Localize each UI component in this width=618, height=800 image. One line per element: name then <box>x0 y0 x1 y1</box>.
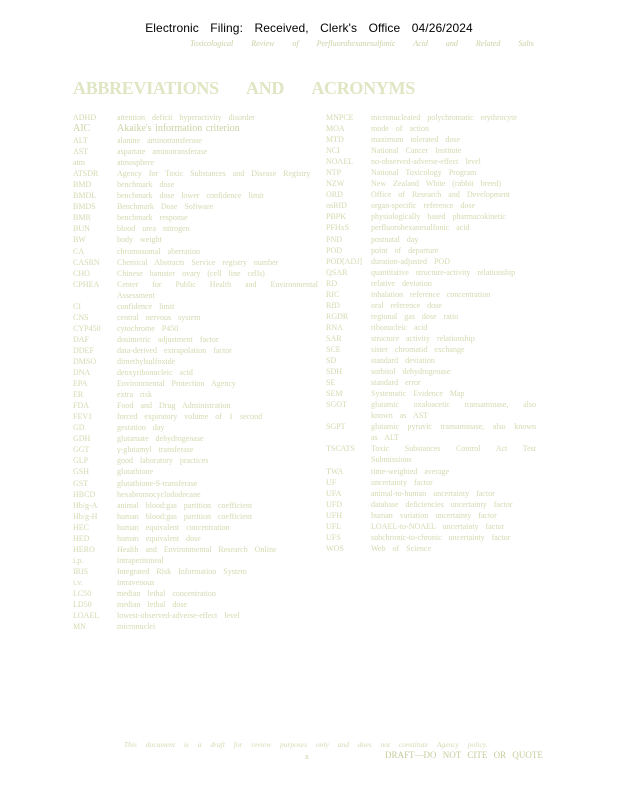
abbreviation-row <box>326 189 536 200</box>
abbreviation-definition: alanine aminotransferase <box>117 136 202 146</box>
abbreviation-definition: standard error <box>371 378 421 388</box>
running-header: Toxicological Review of Perfluorohexanesulfonic Acid and Related Salts <box>190 39 534 48</box>
abbreviation-definition: confidence limit <box>117 301 175 311</box>
abbreviation-definition: duration-adjusted POD <box>371 256 450 266</box>
abbreviation-row <box>73 599 318 610</box>
abbreviation-row <box>326 510 536 521</box>
abbreviation-term: BMDS <box>73 202 96 212</box>
abbreviation-row <box>326 543 536 554</box>
abbreviation-term: atm <box>73 158 85 168</box>
abbreviation-definition: maximum tolerated dose <box>371 135 461 145</box>
draft-disclaimer: This document is a draft for review purposes only and does not constitute Agency policy. <box>124 740 488 749</box>
abbreviation-term: SAR <box>326 333 342 343</box>
abbreviation-term: CA <box>73 246 85 256</box>
abbreviation-term: LD50 <box>73 600 92 610</box>
abbreviation-row <box>326 532 536 543</box>
abbreviation-term: GLP <box>73 456 89 466</box>
abbreviation-row <box>326 123 536 134</box>
abbreviation-row <box>73 466 318 477</box>
abbreviation-row <box>73 577 318 588</box>
abbreviation-definition: hexabromocyclododecane <box>117 489 201 499</box>
abbreviation-row <box>73 268 318 279</box>
abbreviation-definition: animal-to-human uncertainty factor <box>371 488 495 498</box>
abbreviation-row <box>73 257 318 268</box>
abbreviation-term: HBCD <box>73 489 96 499</box>
abbreviation-row <box>326 466 536 477</box>
abbreviation-term: MOA <box>326 124 345 134</box>
abbreviation-definition: ribonucleic acid <box>371 322 428 332</box>
abbreviation-row <box>73 544 318 555</box>
abbreviation-definition: organ-specific reference dose <box>371 201 476 211</box>
abbreviation-term: ORD <box>326 190 343 200</box>
abbreviation-term: GGT <box>73 445 90 455</box>
abbreviation-definition: Food and Drug Administration <box>117 401 231 411</box>
abbreviation-row <box>73 190 318 201</box>
abbreviation-definition: central nervous system <box>117 312 201 322</box>
abbreviation-row <box>326 112 536 123</box>
abbreviation-row <box>73 212 318 223</box>
abbreviation-term: RGDR <box>326 311 349 321</box>
abbreviation-definition: micronucleated polychromatic erythrocyte <box>371 113 517 122</box>
abbreviation-term: DDEF <box>73 345 94 355</box>
abbreviation-definition: Akaike's information criterion <box>117 123 240 135</box>
abbreviation-row <box>326 200 536 211</box>
abbreviation-definition: sister chromatid exchange <box>371 344 465 354</box>
abbreviation-definition: human variation uncertainty factor <box>371 510 497 520</box>
abbreviation-row <box>73 312 318 323</box>
abbreviation-row <box>326 322 536 333</box>
abbreviation-row <box>326 443 536 465</box>
abbreviation-definition: Web of Science <box>371 543 431 553</box>
abbreviation-term: FDA <box>73 401 90 411</box>
abbreviation-row <box>73 566 318 577</box>
abbreviation-term: EPA <box>73 379 88 389</box>
abbreviation-term: CNS <box>73 312 89 322</box>
abbreviation-term: AST <box>73 147 89 157</box>
abbreviation-term: SCE <box>326 344 341 354</box>
abbreviation-row <box>326 421 536 443</box>
abbreviation-row <box>326 311 536 322</box>
abbreviation-term: Hb/g-A <box>73 500 98 510</box>
abbreviation-term: FEV1 <box>73 412 93 422</box>
abbreviation-row <box>326 245 536 256</box>
abbreviation-term: BW <box>73 235 86 245</box>
abbreviation-term: PND <box>326 234 343 244</box>
abbreviation-row <box>326 267 536 278</box>
abbreviation-term: GD <box>73 423 85 433</box>
abbreviation-term: AIC <box>73 123 91 135</box>
abbreviation-definition: glutamic pyruvic transaminase, also known as ALT <box>371 422 536 443</box>
abbreviation-row <box>73 179 318 190</box>
abbreviation-definition: regional gas dose ratio <box>371 311 459 321</box>
abbreviation-term: Hb/g-H <box>73 511 98 521</box>
abbreviation-row <box>326 488 536 499</box>
abbreviation-row <box>73 489 318 500</box>
abbreviation-row <box>73 478 318 489</box>
abbreviation-term: GDH <box>73 434 91 444</box>
abbreviation-definition: Chinese hamster ovary (cell line cells) <box>117 268 265 278</box>
abbreviation-row <box>326 167 536 178</box>
abbreviation-definition: Toxic Substances Control Act Test Submissions <box>371 444 536 465</box>
abbreviation-row <box>73 123 318 135</box>
abbreviation-definition: National Cancer Institute <box>371 146 462 156</box>
abbreviation-term: BMD <box>73 180 92 190</box>
abbreviation-definition: glutathione-S-transferase <box>117 478 198 488</box>
abbreviation-row <box>73 389 318 400</box>
abbreviation-row <box>73 356 318 367</box>
abbreviation-term: POD <box>326 245 343 255</box>
abbreviation-term: MN <box>73 622 86 632</box>
abbreviation-term: DAF <box>73 334 90 344</box>
abbreviation-row <box>73 588 318 599</box>
abbreviation-term: HERO <box>73 544 95 554</box>
abbreviation-term: QSAR <box>326 267 348 277</box>
abbreviation-row <box>326 134 536 145</box>
abbreviation-definition: no-observed-adverse-effect level <box>371 157 481 167</box>
abbreviation-definition: time-weighted average <box>371 466 450 476</box>
abbreviation-row <box>326 178 536 189</box>
abbreviation-term: CHO <box>73 268 90 278</box>
abbreviation-row <box>326 211 536 222</box>
abbreviation-row <box>326 156 536 167</box>
abbreviation-term: SGOT <box>326 400 347 410</box>
abbreviation-term: MTD <box>326 135 344 145</box>
abbreviation-term: BMDL <box>73 191 97 201</box>
abbreviation-definition: blood urea nitrogen <box>117 224 190 234</box>
abbreviation-definition: benchmark dose lower confidence limit <box>117 191 264 201</box>
abbreviation-definition: Center for Public Health and Environmental Assessment <box>117 279 318 300</box>
abbreviation-row <box>326 377 536 388</box>
abbreviation-row <box>326 355 536 366</box>
abbreviation-definition: extra risk <box>117 390 152 400</box>
abbreviation-definition: LOAEL-to-NOAEL uncertainty factor <box>371 521 505 531</box>
abbreviation-definition: Systematic Evidence Map <box>371 389 465 399</box>
abbreviation-definition: quantitative structure-activity relationship <box>371 267 516 277</box>
abbreviation-term: CASRN <box>73 257 100 267</box>
abbreviation-term: RNA <box>326 322 343 332</box>
abbreviation-definition: data-derived extrapolation factor <box>117 345 232 355</box>
abbreviation-term: RfC <box>326 289 340 299</box>
abbreviation-row <box>326 333 536 344</box>
abbreviation-definition: subchronic-to-chronic uncertainty factor <box>371 532 511 542</box>
abbreviation-definition: benchmark response <box>117 213 188 223</box>
abbreviation-definition: deoxyribonucleic acid <box>117 368 193 378</box>
abbreviation-definition: postnatal day <box>371 234 419 244</box>
abbreviation-row <box>73 433 318 444</box>
abbreviation-row <box>326 145 536 156</box>
abbreviation-definition: atmosphere <box>117 158 154 168</box>
abbreviation-term: BMR <box>73 213 91 223</box>
abbreviation-term: DMSO <box>73 356 97 366</box>
abbreviation-definition: aspartate aminotransferase <box>117 147 208 157</box>
abbreviation-term: PFHxS <box>326 223 350 233</box>
abbreviation-definition: gestation day <box>117 423 165 433</box>
abbreviation-term: osRfD <box>326 201 347 211</box>
abbreviation-definition: National Toxicology Program <box>371 168 477 178</box>
abbreviation-definition: benchmark dose <box>117 180 175 190</box>
page-number: x <box>305 752 309 761</box>
abbreviation-definition: relative deviation <box>371 278 432 288</box>
abbreviation-term: PBPK <box>326 212 347 222</box>
abbreviation-definition: human blood:gas partition coefficient <box>117 511 253 521</box>
left-abbreviation-column <box>73 112 318 632</box>
abbreviation-definition: dimethylsulfoxide <box>117 356 176 366</box>
abbreviation-definition: inhalation reference concentration <box>371 289 491 299</box>
abbreviation-term: UFL <box>326 521 342 531</box>
abbreviation-term: ALT <box>73 136 88 146</box>
abbreviation-term: SD <box>326 356 337 366</box>
abbreviation-row <box>73 146 318 157</box>
abbreviation-term: HED <box>73 533 90 543</box>
abbreviation-row <box>326 234 536 245</box>
abbreviation-row <box>73 511 318 522</box>
abbreviation-term: RD <box>326 278 338 288</box>
abbreviation-definition: Environmental Protection Agency <box>117 379 236 389</box>
abbreviation-definition: Integrated Risk Information System <box>117 566 247 576</box>
abbreviation-row <box>73 279 318 301</box>
draft-notice: DRAFT—DO NOT CITE OR QUOTE <box>385 750 543 760</box>
filing-stamp: Electronic Filing: Received, Clerk's Office 04/26/2024 <box>145 21 473 35</box>
abbreviation-row <box>326 289 536 300</box>
abbreviation-row <box>73 201 318 212</box>
abbreviation-row <box>73 610 318 621</box>
abbreviation-row <box>73 455 318 466</box>
abbreviation-row <box>73 135 318 146</box>
abbreviation-term: CYP450 <box>73 323 101 333</box>
abbreviation-definition: chromosomal aberration <box>117 246 200 256</box>
abbreviation-definition: forced expiratory volume of 1 second <box>117 412 263 422</box>
abbreviation-row <box>73 112 318 123</box>
abbreviation-definition: physiologically based pharmacokinetic <box>371 212 506 222</box>
abbreviation-row <box>73 411 318 422</box>
abbreviation-term: UFS <box>326 532 341 542</box>
abbreviation-row <box>73 621 318 632</box>
abbreviation-definition: median lethal dose <box>117 600 187 610</box>
abbreviation-definition: database deficiencies uncertainty factor <box>371 499 513 509</box>
abbreviation-term: i.v. <box>73 577 83 587</box>
abbreviation-term: CI <box>73 301 81 311</box>
abbreviation-term: WOS <box>326 543 344 553</box>
abbreviation-term: NTP <box>326 168 342 178</box>
abbreviation-definition: micronuclei <box>117 622 156 632</box>
abbreviation-definition: dosimetric adjustment factor <box>117 334 219 344</box>
abbreviation-row <box>73 444 318 455</box>
abbreviation-term: LOAEL <box>73 611 100 621</box>
abbreviation-definition: mode of action <box>371 124 429 134</box>
abbreviation-term: HEC <box>73 522 89 532</box>
abbreviation-row <box>73 234 318 245</box>
abbreviation-definition: animal blood:gas partition coefficient <box>117 500 253 510</box>
abbreviation-definition: point of departure <box>371 245 439 255</box>
abbreviation-term: BUN <box>73 224 90 234</box>
abbreviation-definition: Benchmark Dose Software <box>117 202 214 212</box>
abbreviation-row <box>73 246 318 257</box>
abbreviation-term: SE <box>326 378 336 388</box>
abbreviation-definition: intravenous <box>117 577 155 587</box>
abbreviation-definition: Office of Research and Development <box>371 190 510 200</box>
abbreviation-term: UFH <box>326 510 343 520</box>
abbreviation-row <box>73 168 318 179</box>
abbreviation-row <box>73 301 318 312</box>
abbreviation-term: SGPT <box>326 422 346 432</box>
abbreviation-row <box>73 522 318 533</box>
abbreviation-term: NOAEL <box>326 157 354 167</box>
abbreviation-definition: glutamic oxaloacetic transaminase, also known as AST <box>371 400 536 421</box>
abbreviation-row <box>73 533 318 544</box>
abbreviation-term: TSCATS <box>326 444 355 454</box>
abbreviation-term: RfD <box>326 300 340 310</box>
abbreviation-definition: γ-glutamyl transferase <box>117 445 194 455</box>
abbreviation-term: NCI <box>326 146 340 156</box>
abbreviation-row <box>326 300 536 311</box>
abbreviation-row <box>326 278 536 289</box>
abbreviation-row <box>73 400 318 411</box>
abbreviation-row <box>73 500 318 511</box>
abbreviation-term: ATSDR <box>73 169 99 179</box>
abbreviation-row <box>73 223 318 234</box>
abbreviation-row <box>326 344 536 355</box>
abbreviation-definition: lowest-observed-adverse-effect level <box>117 611 240 621</box>
abbreviation-definition: uncertainty factor <box>371 477 433 487</box>
abbreviation-term: IRIS <box>73 566 89 576</box>
abbreviation-definition: New Zealand White (rabbit breed) <box>371 179 502 189</box>
abbreviation-term: UFD <box>326 499 343 509</box>
abbreviation-term: NZW <box>326 179 345 189</box>
abbreviation-term: GSH <box>73 467 90 477</box>
abbreviation-row <box>326 222 536 233</box>
abbreviation-term: SDH <box>326 367 343 377</box>
abbreviation-definition: glutathione <box>117 467 153 477</box>
abbreviation-term: POD[ADJ] <box>326 256 362 266</box>
abbreviation-definition: glutamate dehydrogenase <box>117 434 204 444</box>
abbreviation-definition: good laboratory practices <box>117 456 209 466</box>
abbreviation-row <box>73 157 318 168</box>
abbreviation-row <box>73 378 318 389</box>
abbreviation-row <box>73 555 318 566</box>
abbreviation-definition: Agency for Toxic Substances and Disease Registry <box>117 169 311 179</box>
abbreviation-row <box>73 345 318 356</box>
abbreviation-term: UF <box>326 477 337 487</box>
abbreviation-term: GST <box>73 478 89 488</box>
abbreviation-definition: cytochrome P450 <box>117 323 179 333</box>
abbreviation-row <box>73 422 318 433</box>
abbreviation-term: TWA <box>326 466 344 476</box>
abbreviation-definition: sorbitol dehydrogenase <box>371 367 451 377</box>
abbreviation-definition: oral reference dose <box>371 300 442 310</box>
abbreviation-row <box>326 477 536 488</box>
abbreviation-definition: human equivalent dose <box>117 533 201 543</box>
page-title: ABBREVIATIONS AND ACRONYMS <box>73 78 415 98</box>
abbreviation-term: LC50 <box>73 588 92 598</box>
abbreviation-term: DNA <box>73 368 91 378</box>
abbreviation-row <box>73 323 318 334</box>
abbreviation-row <box>73 367 318 378</box>
right-abbreviation-column <box>326 112 536 554</box>
abbreviation-term: SEM <box>326 389 343 399</box>
abbreviation-definition: Chemical Abstracts Service registry number <box>117 257 279 267</box>
abbreviation-definition: structure activity relationship <box>371 333 475 343</box>
abbreviation-definition: standard deviation <box>371 356 435 366</box>
abbreviation-row <box>73 334 318 345</box>
abbreviation-definition: median lethal concentration <box>117 588 216 598</box>
abbreviation-definition: Health and Environmental Research Online <box>117 544 277 554</box>
abbreviation-term: UFA <box>326 488 342 498</box>
abbreviation-row <box>326 399 536 421</box>
abbreviation-row <box>326 521 536 532</box>
abbreviation-definition: perfluorohexanesulfonic acid <box>371 223 470 233</box>
abbreviation-definition: intraperitoneal <box>117 555 164 565</box>
abbreviation-row <box>326 388 536 399</box>
abbreviation-definition: human equivalent concentration <box>117 522 230 532</box>
abbreviation-term: ER <box>73 390 84 400</box>
abbreviation-definition: body weight <box>117 235 162 245</box>
abbreviation-term: CPHEA <box>73 279 100 289</box>
abbreviation-row <box>326 366 536 377</box>
abbreviation-row <box>326 256 536 267</box>
abbreviation-row <box>326 499 536 510</box>
abbreviation-term: ADHD <box>73 113 97 122</box>
abbreviation-definition: attention deficit hyperactivity disorder <box>117 113 255 122</box>
abbreviation-term: MNPCE <box>326 113 354 122</box>
abbreviation-term: i.p. <box>73 555 84 565</box>
